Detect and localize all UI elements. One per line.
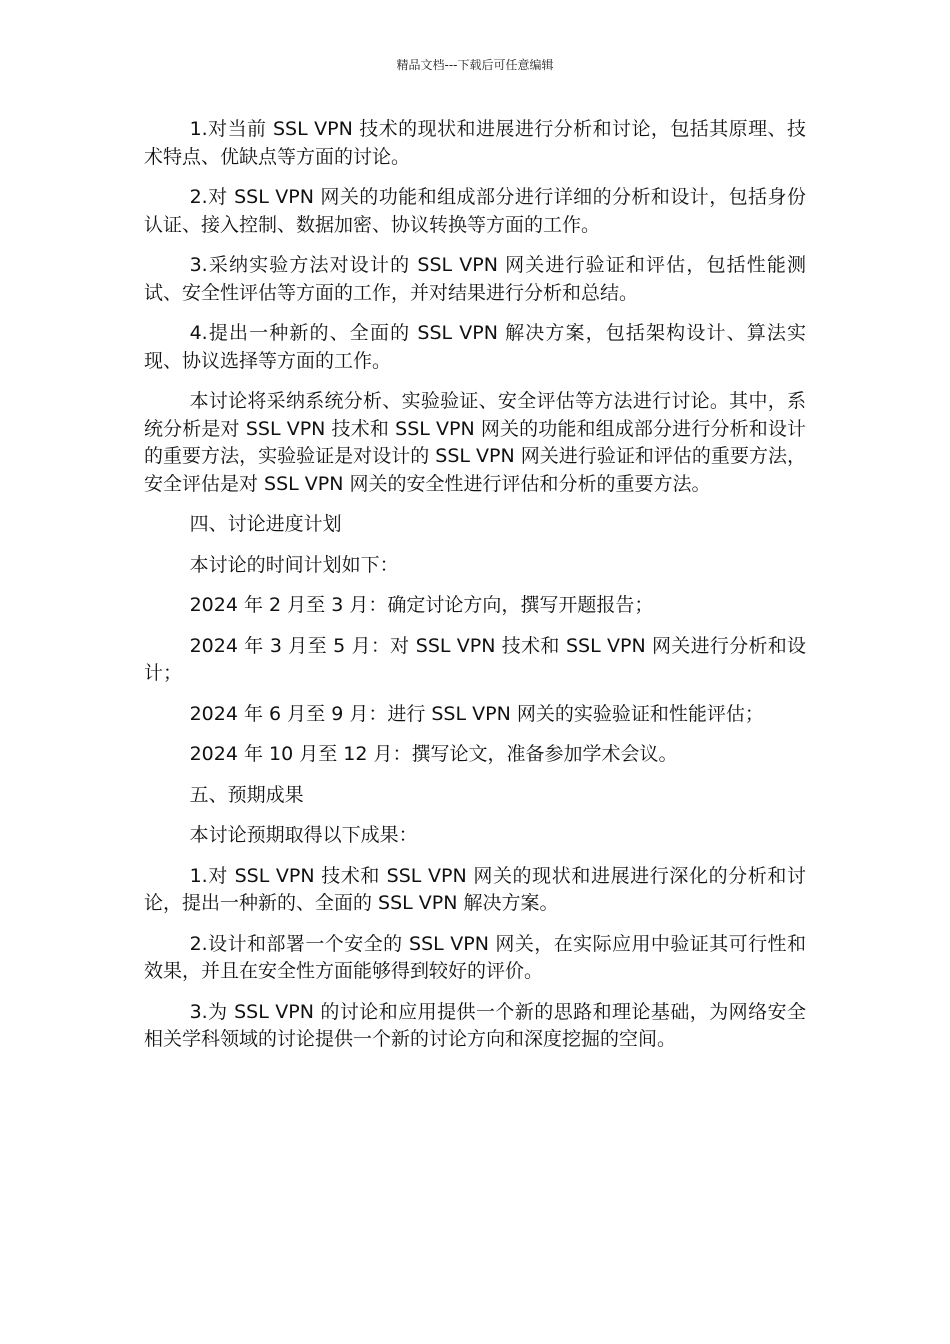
- methods-paragraph: 本讨论将采纳系统分析、实验验证、安全评估等方法进行讨论。其中，系统分析是对 SSL VPN 技术和 SSL VPN 网关的功能和组成部分进行分析和设计的重要方法，实验验证是对设计的 SSL VPN 网关进行验证和评估的重要方法，安全评估是对 SSL VPN 网关的安全性进行评估和分析的重要方法。: [144, 390, 806, 495]
- paragraph-4: 4.提出一种新的、全面的 SSL VPN 解决方案，包括架构设计、算法实现、协议选择等方面的工作。: [144, 322, 806, 372]
- results-intro: 本讨论预期取得以下成果：: [189, 824, 418, 846]
- section-heading-results: 五、预期成果: [189, 783, 304, 806]
- paragraph-3: 3.采纳实验方法对设计的 SSL VPN 网关进行验证和评估，包括性能测试、安全性评估等方面的工作，并对结果进行分析和总结。: [144, 254, 806, 304]
- schedule-intro: 本讨论的时间计划如下：: [189, 553, 399, 576]
- schedule-item-2: 2024 年 3 月至 5 月：对 SSL VPN 技术和 SSL VPN 网关进行分析和设计；: [144, 634, 806, 684]
- paragraph-2: 2.对 SSL VPN 网关的功能和组成部分进行详细的分析和设计，包括身份认证、接入控制、数据加密、协议转换等方面的工作。: [144, 186, 806, 236]
- result-item-1: 1.对 SSL VPN 技术和 SSL VPN 网关的现状和进展进行深化的分析和讨论，提出一种新的、全面的 SSL VPN 解决方案。: [144, 864, 806, 914]
- schedule-item-4: 2024 年 10 月至 12 月：撰写论文，准备参加学术会议。: [189, 743, 678, 765]
- document-body: [144, 116, 806, 1067]
- schedule-item-1: 2024 年 2 月至 3 月：确定讨论方向，撰写开题报告；: [189, 594, 654, 616]
- result-item-2: 2.设计和部署一个安全的 SSL VPN 网关，在实际应用中验证其可行性和效果，并且在安全性方面能够得到较好的评价。: [144, 932, 806, 982]
- section-heading-schedule: 四、讨论进度计划: [189, 513, 342, 535]
- schedule-item-3: 2024 年 6 月至 9 月：进行 SSL VPN 网关的实验验证和性能评估；: [189, 702, 764, 725]
- page-header: 精品文档---下载后可任意编辑: [396, 58, 554, 72]
- result-item-3: 3.为 SSL VPN 的讨论和应用提供一个新的思路和理论基础，为网络安全相关学科领域的讨论提供一个新的讨论方向和深度挖掘的空间。: [144, 1000, 806, 1050]
- paragraph-1: 1.对当前 SSL VPN 技术的现状和进展进行分析和讨论，包括其原理、技术特点、优缺点等方面的讨论。: [144, 118, 806, 168]
